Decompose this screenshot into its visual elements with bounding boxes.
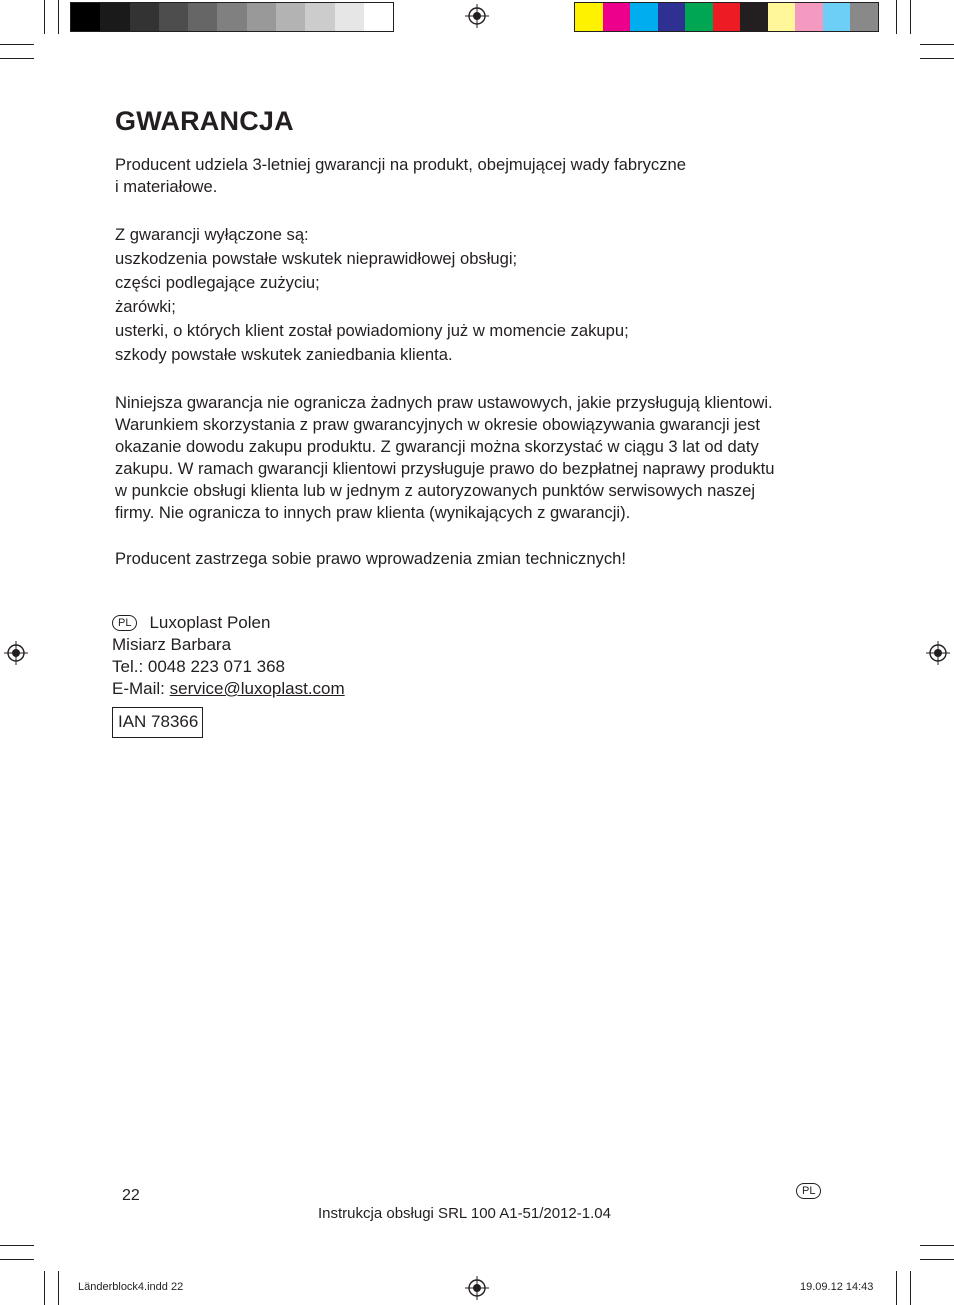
company-line bbox=[112, 612, 345, 634]
crop-mark bbox=[920, 44, 954, 45]
color-swatch bbox=[247, 3, 276, 31]
exclusion-item: usterki, o których klient został powiadomiony już w momencie zakupu; bbox=[115, 321, 629, 340]
technical-note: Producent zastrzega sobie prawo wprowadzenia zmian technicznych! bbox=[115, 549, 626, 568]
exclusion-item: uszkodzenia powstałe wskutek nieprawidłowej obsługi; bbox=[115, 249, 518, 268]
ian-box: IAN 78366 bbox=[112, 707, 203, 738]
manual-reference: Instrukcja obsługi SRL 100 A1-51/2012-1.04 bbox=[318, 1205, 611, 1222]
intro-line: Producent udziela 3-letniej gwarancji na produkt, obejmującej wady fabryczne bbox=[115, 155, 686, 174]
registration-mark-icon bbox=[4, 641, 28, 665]
paragraph-line: firmy. Nie ogranicza to innych praw klienta (wynikających z gwarancji). bbox=[115, 503, 631, 522]
rights-paragraph bbox=[115, 392, 845, 524]
paragraph-line: zakupu. W ramach gwarancji klientowi przysługuje prawo do bezpłatnej naprawy produktu bbox=[115, 459, 775, 478]
company-name: Luxoplast Polen bbox=[149, 613, 271, 632]
exclusion-item: szkody powstałe wskutek zaniedbania klienta. bbox=[115, 345, 453, 364]
country-badge: PL bbox=[112, 615, 137, 631]
crop-mark bbox=[0, 44, 34, 45]
exclusion-item: części podlegające zużyciu; bbox=[115, 273, 320, 292]
crop-mark bbox=[44, 0, 45, 34]
color-swatch bbox=[71, 3, 100, 31]
color-swatch bbox=[658, 3, 686, 31]
color-swatch bbox=[603, 3, 631, 31]
color-swatch bbox=[305, 3, 334, 31]
color-swatch bbox=[740, 3, 768, 31]
contact-person: Misiarz Barbara bbox=[112, 635, 232, 654]
crop-mark bbox=[920, 1245, 954, 1246]
page-title: GWARANCJA bbox=[115, 106, 294, 136]
color-swatch bbox=[217, 3, 246, 31]
crop-mark bbox=[0, 1245, 34, 1246]
crop-mark bbox=[0, 58, 34, 59]
email-link[interactable]: service@luxoplast.com bbox=[169, 679, 345, 698]
color-swatch bbox=[768, 3, 796, 31]
crop-mark bbox=[58, 0, 59, 34]
crop-mark bbox=[58, 1271, 59, 1305]
color-swatch bbox=[575, 3, 603, 31]
registration-mark-icon bbox=[926, 641, 950, 665]
color-swatch bbox=[188, 3, 217, 31]
slug-datetime: 19.09.12 14:43 bbox=[800, 1281, 874, 1293]
crop-mark bbox=[920, 1259, 954, 1260]
registration-mark-icon bbox=[465, 1276, 489, 1300]
slug-filename: Länderblock4.indd 22 bbox=[78, 1281, 184, 1293]
page-number: 22 bbox=[122, 1187, 140, 1204]
contact-block bbox=[112, 612, 345, 700]
footer-country-badge bbox=[796, 1183, 821, 1201]
exclusions-title: Z gwarancji wyłączone są: bbox=[115, 225, 309, 244]
color-swatch bbox=[335, 3, 364, 31]
crop-mark bbox=[896, 1271, 897, 1305]
crop-mark bbox=[910, 0, 911, 34]
color-swatch bbox=[159, 3, 188, 31]
exclusion-item: żarówki; bbox=[115, 297, 176, 316]
crop-mark bbox=[896, 0, 897, 34]
paragraph-line: Niniejsza gwarancja nie ogranicza żadnych praw ustawowych, jakie przysługują klientowi. bbox=[115, 393, 773, 412]
color-swatch bbox=[276, 3, 305, 31]
intro-line: i materiałowe. bbox=[115, 177, 218, 196]
paragraph-line: Warunkiem skorzystania z praw gwarancyjnych w okresie obowiązywania gwarancji jest bbox=[115, 415, 760, 434]
country-badge: PL bbox=[796, 1183, 821, 1199]
color-swatch bbox=[823, 3, 851, 31]
crop-mark bbox=[920, 58, 954, 59]
color-swatch bbox=[713, 3, 741, 31]
color-swatch bbox=[685, 3, 713, 31]
color-swatch bbox=[100, 3, 129, 31]
email-line bbox=[112, 678, 345, 700]
process-color-bar bbox=[574, 2, 879, 32]
color-swatch bbox=[130, 3, 159, 31]
paragraph-line: okazanie dowodu zakupu produktu. Z gwarancji można skorzystać w ciągu 3 lat od daty bbox=[115, 437, 759, 456]
registration-mark-icon bbox=[465, 4, 489, 28]
color-swatch bbox=[364, 3, 393, 31]
color-swatch bbox=[795, 3, 823, 31]
crop-mark bbox=[0, 1259, 34, 1260]
grayscale-color-bar bbox=[70, 2, 394, 32]
paragraph-line: w punkcie obsługi klienta lub w jednym z autoryzowanych punktów serwisowych naszej bbox=[115, 481, 756, 500]
color-swatch bbox=[630, 3, 658, 31]
crop-mark bbox=[44, 1271, 45, 1305]
color-swatch bbox=[850, 3, 878, 31]
crop-mark bbox=[910, 1271, 911, 1305]
contact-phone: Tel.: 0048 223 071 368 bbox=[112, 657, 285, 676]
email-label: E-Mail: bbox=[112, 679, 170, 698]
